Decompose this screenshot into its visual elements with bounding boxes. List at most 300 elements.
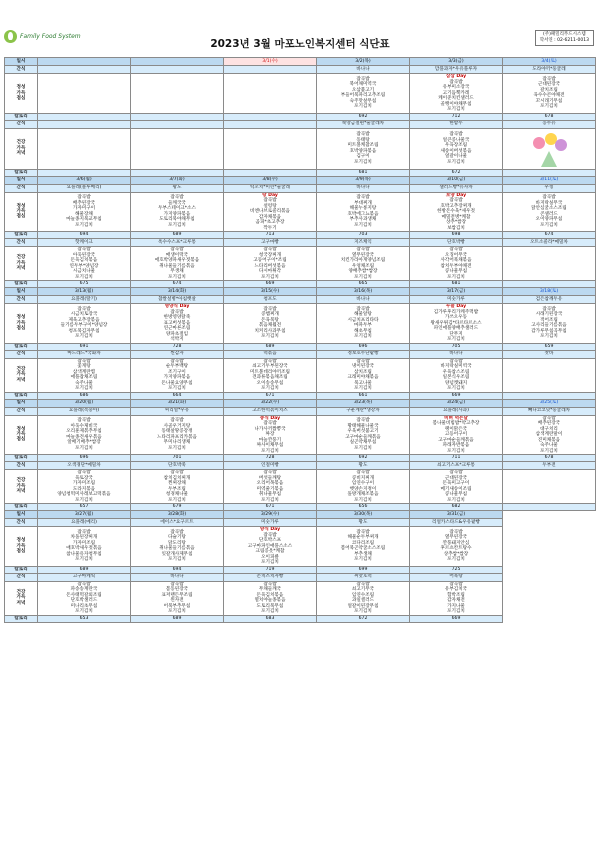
menu-item: 냉이된장국 — [351, 364, 375, 369]
menu-item: 포기김치 — [168, 609, 186, 614]
menu-item: 잡곡밥 — [449, 247, 463, 252]
date-cell: 3/31(금) — [410, 511, 503, 519]
snack-cell: 에이스*요구르트 — [131, 519, 224, 527]
menu-item: 차돌된장찌개 — [70, 535, 98, 541]
menu-item: 상추쌈*쌈장 — [443, 551, 469, 557]
kcal-cell: 669 — [224, 281, 317, 288]
kcal-label: 칼로리 — [5, 113, 38, 120]
menu-item: 사골우거지탕 — [163, 423, 191, 429]
snack-label: 간식 — [5, 296, 38, 304]
kcal-cell: 689 — [131, 232, 224, 239]
lunch-cell — [38, 527, 131, 567]
snack-label: 간식 — [5, 120, 38, 128]
menu-item: 숙주맛살무침 — [349, 98, 377, 104]
menu-item: 잡곡밥 — [170, 358, 184, 364]
snack-cell: 요플레(딸기) — [38, 296, 131, 304]
snack-cell: 요플레(사과) — [410, 407, 503, 415]
lunch-cell — [503, 74, 596, 114]
menu-item: 치킨가라아게양념조림 — [340, 258, 386, 263]
menu-item: 팽이맑은국 — [444, 426, 468, 432]
snack-label: 간식 — [5, 573, 38, 581]
menu-item: 아욱수제비국 — [70, 423, 98, 429]
kcal-cell: 692 — [317, 113, 410, 120]
menu-item: 해물알탕 — [354, 312, 372, 318]
menu-item: 포기김치 — [354, 159, 372, 165]
menu-item: 부들어묵파리고추조림 — [340, 93, 386, 99]
kcal-cell — [503, 504, 596, 511]
snack-row — [5, 462, 596, 470]
menu-item: 왕새우튀김*타르타르소스 — [430, 320, 482, 326]
menu-item: 포기김치 — [354, 497, 372, 503]
menu-item: 파인애플양배추샐러드 — [433, 326, 479, 331]
kcal-label: 칼로리 — [5, 615, 38, 622]
kcal-row — [5, 232, 596, 239]
date-cell: 3/24(금) — [410, 399, 503, 407]
menu-item: 호박양파볶음 — [349, 148, 377, 154]
menu-item: 도라지볶음 — [72, 486, 96, 492]
snack-cell: 검은참깨두유 — [503, 296, 596, 304]
dinner-cell — [38, 128, 131, 169]
date-row — [5, 288, 596, 296]
lunch-label-line: 점심 — [16, 437, 26, 443]
menu-item: 포기김치 — [75, 497, 93, 503]
menu-item: 시금치나물 — [72, 269, 96, 274]
menu-item: 얼갈이된장무침 — [347, 603, 379, 609]
menu-item: 잡곡밥 — [356, 132, 370, 137]
dinner-label — [5, 128, 38, 169]
menu-item: 케이준치킨샐러드 — [438, 96, 474, 101]
dinner-cell — [317, 128, 410, 169]
dinner-row — [5, 247, 596, 281]
special-day-label: 삼삼 Day — [445, 74, 467, 79]
menu-item: 배추된장국 — [537, 421, 561, 426]
dinner-cell — [503, 470, 596, 504]
kcal-cell: 694 — [131, 566, 224, 573]
kcal-cell: 713 — [224, 232, 317, 239]
lunch-row — [5, 415, 596, 455]
company-name: (주)패밀리푸드시스템 — [543, 32, 586, 37]
menu-item: 참치김치찌개 — [163, 475, 191, 481]
snack-cell: 핫케이크 — [38, 239, 131, 247]
menu-item: 잡곡밥 — [170, 581, 184, 587]
menu-item: 임연수구이 — [351, 481, 375, 486]
dinner-label-line: 저녁 — [16, 600, 26, 606]
menu-item: 청국장찌개 — [258, 252, 282, 258]
lunch-label-line: 정성 — [16, 85, 26, 91]
lunch-cell — [224, 192, 317, 232]
menu-item: 열무된장국 — [351, 252, 375, 258]
lunch-cell — [131, 192, 224, 232]
menu-item: 잡곡밥 — [263, 306, 277, 312]
menu-item: 매생이떡국 — [165, 252, 189, 258]
kcal-row — [5, 504, 596, 511]
menu-item: 잡곡밥 — [449, 132, 463, 137]
date-label: 일시 — [5, 288, 38, 296]
dinner-label-line: 가득 — [16, 483, 26, 489]
dinner-cell — [317, 247, 410, 281]
menu-item: 표고버섯볶음 — [163, 320, 191, 326]
image-cell — [38, 74, 131, 114]
menu-item: 시금치토장국 — [70, 312, 98, 318]
menu-item: 잡곡밥 — [356, 358, 370, 364]
menu-item: 청경채나물 — [165, 492, 189, 497]
menu-item: 사각어묵채볶음 — [440, 258, 472, 263]
lunch-cell — [317, 192, 410, 232]
menu-item: 잡곡밥 — [356, 418, 370, 424]
lunch-label-line: 정성 — [16, 538, 26, 544]
kcal-cell: 694 — [38, 232, 131, 239]
menu-item: 잡곡밥 — [542, 76, 556, 82]
menu-item: 깍두기 — [263, 225, 277, 231]
kcal-cell: 725 — [410, 566, 503, 573]
dinner-label-line: 저녁 — [16, 489, 26, 495]
menu-item: 포기김치 — [540, 222, 558, 228]
menu-item: 잡곡밥 — [542, 195, 556, 201]
kcal-cell — [38, 113, 131, 120]
menu-item: 잡곡밥 — [356, 195, 370, 201]
snack-cell: 떡볶음 — [224, 350, 317, 358]
snack-cell: 찻바 — [503, 350, 596, 358]
lunch-label-line: 가득 — [16, 209, 26, 215]
menu-item: 포기김치 — [540, 104, 558, 110]
menu-item: 두부조림 — [168, 486, 186, 492]
dinner-cell — [131, 128, 224, 169]
dinner-cell — [317, 470, 410, 504]
snack-cell — [224, 66, 317, 74]
menu-item: 해물누룽지탕 — [349, 206, 377, 212]
menu-item: 잡곡밥 — [449, 358, 463, 364]
menu-item: 잡곡밥 — [356, 581, 370, 587]
lunch-cell — [131, 527, 224, 567]
dinner-label — [5, 470, 38, 504]
menu-item: 잡곡밥 — [77, 418, 91, 424]
date-cell: 3/7(화) — [131, 176, 224, 184]
kcal-cell — [503, 281, 596, 288]
snack-label: 간식 — [5, 407, 38, 415]
menu-item: 포기김치 — [261, 497, 279, 503]
special-day-label: 탕 Day — [262, 192, 278, 198]
dinner-cell — [410, 358, 503, 392]
menu-item: 제육고추장볶음 — [68, 317, 100, 323]
menu-item: 육수수콘야채전 — [533, 93, 565, 99]
menu-item: 호박고추장찌개 — [440, 203, 472, 209]
dinner-label-line: 건강 — [16, 140, 26, 146]
menu-item: 잡곡밥 — [356, 247, 370, 252]
dinner-label-line: 저녁 — [16, 266, 26, 272]
date-row — [5, 399, 596, 407]
menu-item: 어묵부추무침 — [163, 603, 191, 609]
lunch-label-line: 정성 — [16, 426, 26, 432]
menu-item: 갈치조림 — [540, 87, 558, 93]
menu-item: 후르츠칸트탕수 — [440, 546, 472, 552]
menu-item: 대구치리 — [540, 426, 558, 432]
snack-cell: 요플레(복숭아) — [38, 407, 131, 415]
menu-item: 고등어구이 — [444, 432, 468, 437]
lunch-cell — [503, 415, 596, 455]
date-cell — [38, 58, 131, 66]
snack-cell — [38, 120, 131, 128]
dinner-row — [5, 581, 596, 615]
date-cell: 3/10(금) — [410, 176, 503, 184]
kcal-cell: 659 — [503, 343, 596, 350]
kcal-cell: 657 — [38, 504, 131, 511]
kcal-cell: 691 — [38, 343, 131, 350]
menu-item: 부대찌개 — [354, 200, 372, 206]
kcal-cell: 664 — [131, 392, 224, 399]
kcal-label: 칼로리 — [5, 566, 38, 573]
dinner-cell — [410, 247, 503, 281]
lunch-row — [5, 304, 596, 344]
date-cell: 3/25(토) — [503, 399, 596, 407]
menu-item: 봄나물비빔밥*약고추장 — [432, 421, 480, 426]
kcal-cell: 653 — [38, 615, 131, 622]
menu-item: 포기김치 — [168, 445, 186, 451]
menu-item: 포기김치 — [354, 104, 372, 110]
header — [0, 0, 600, 56]
menu-item: 오리훈제볶추무침 — [66, 429, 102, 435]
lunch-label-line: 가득 — [16, 320, 26, 326]
menu-item: 잡곡밥 — [263, 198, 277, 203]
menu-item: 잡곡밥 — [77, 529, 91, 535]
menu-item: 포기김치 — [261, 274, 279, 280]
menu-item: 포기김치 — [168, 497, 186, 503]
lunch-label-line: 점심 — [16, 548, 26, 554]
kcal-cell: 671 — [224, 504, 317, 511]
kcal-cell: 672 — [410, 169, 503, 176]
kcal-cell: 728 — [224, 455, 317, 462]
snack-cell — [224, 120, 317, 128]
kcal-cell: 683 — [224, 615, 317, 622]
dinner-cell — [224, 470, 317, 504]
menu-item: 포기김치 — [168, 274, 186, 280]
menu-item: 근대된장국 — [444, 475, 468, 481]
menu-item: 잡곡밥 — [170, 470, 184, 475]
menu-item: 견과류볶음채조림 — [252, 375, 288, 380]
snack-row — [5, 296, 596, 304]
kcal-cell — [503, 392, 596, 399]
snack-cell: 바나나 — [131, 573, 224, 581]
lunch-cell — [38, 304, 131, 344]
snack-label: 간식 — [5, 184, 38, 192]
menu-item: 감자채전 — [447, 598, 465, 603]
snack-row — [5, 120, 596, 128]
menu-item: 김가루후리가케주먹밥 — [433, 309, 479, 315]
menu-item: 단무지 — [449, 331, 463, 337]
kcal-cell: 669 — [410, 392, 503, 399]
menu-item: 고구마파인애플스소스 — [247, 543, 293, 549]
menu-item: 한방돈수육*새우젓 — [437, 209, 475, 214]
menu-item: 포기김치 — [540, 448, 558, 454]
kcal-row — [5, 343, 596, 350]
snack-cell: 요플레(블루베리) — [38, 184, 131, 192]
menu-item: 감가루무침곡무침 — [531, 328, 567, 334]
menu-item: 포기김치 — [447, 337, 465, 342]
dinner-label-line: 건강 — [16, 366, 26, 372]
kcal-cell: 696 — [317, 343, 410, 350]
menu-item: 임연수조림 — [351, 592, 375, 598]
snack-row — [5, 407, 596, 415]
menu-item: 묵고나물 — [354, 380, 372, 386]
dinner-cell — [410, 470, 503, 504]
date-cell: 3/2(목) — [317, 58, 410, 66]
menu-item: 미트볼데리야끼조림 — [250, 369, 290, 375]
special-day-label: 보양 Day — [445, 192, 467, 198]
menu-item: 꼬시래기무침 — [535, 98, 563, 104]
menu-item: 비엔나브로콜리볶음 — [250, 209, 290, 214]
image-cell — [224, 74, 317, 114]
menu-item: 애호박양파새우젓볶음 — [154, 258, 200, 263]
date-row — [5, 176, 596, 184]
lunch-cell — [410, 304, 503, 344]
lunch-cell — [503, 304, 596, 344]
date-cell: 3/28(화) — [131, 511, 224, 519]
dinner-cell — [317, 358, 410, 392]
lunch-row — [5, 527, 596, 567]
menu-item: 김구이 — [356, 154, 370, 159]
menu-item: 들기름두부구이*양념장 — [60, 323, 108, 329]
lunch-cell — [317, 527, 410, 567]
snack-cell: 바나나 — [317, 66, 410, 74]
menu-item: 유부김치국 — [444, 587, 468, 592]
menu-item: 바지락실무국 — [535, 200, 563, 206]
date-cell: 3/9(목) — [317, 176, 410, 184]
menu-item: 과일셀러드 — [351, 598, 375, 603]
menu-item: 잡곡밥 — [263, 581, 277, 587]
menu-item: 가쓰오우동 — [444, 315, 468, 320]
snack-cell: 어묵탕 — [410, 573, 503, 581]
kcal-cell: 678 — [503, 113, 596, 120]
menu-item: 봄동된장국 — [165, 587, 189, 592]
kcal-label: 칼로리 — [5, 343, 38, 350]
lunch-cell — [410, 527, 503, 567]
lunch-label-line: 가득 — [16, 543, 26, 549]
menu-item: 고등어구이*조림 — [253, 258, 287, 263]
menu-item: 포기김치 — [168, 557, 186, 563]
lunch-label-line: 가득 — [16, 432, 26, 438]
menu-item: 북어채미역국 — [349, 82, 377, 88]
menu-item: 잡곡밥 — [263, 358, 277, 364]
menu-item: 돌방개채조볶음 — [347, 492, 379, 497]
kcal-cell: 701 — [131, 455, 224, 462]
menu-item: 마늘깐풍기 — [258, 437, 282, 443]
date-label: 일시 — [5, 399, 38, 407]
menu-item: 함박조림 — [447, 592, 465, 598]
menu-item: 메밀전병*케찹 — [441, 214, 471, 220]
snack-cell: 콩두유 — [503, 120, 596, 128]
menu-item: 파래자반볶음 — [442, 443, 470, 448]
menu-item: 시래기된장국 — [535, 312, 563, 318]
menu-item: 오이피클 — [261, 554, 279, 560]
kcal-cell: 678 — [503, 455, 596, 462]
menu-item: 해물순두부찌개 — [347, 535, 379, 541]
snack-label: 간식 — [5, 66, 38, 74]
menu-item: 삼치조림 — [354, 369, 372, 375]
menu-item: 돈나물요양무침 — [161, 380, 193, 386]
kcal-label: 칼로리 — [5, 392, 38, 399]
menu-item: 적어조림 — [540, 317, 558, 323]
dinner-label-line: 건강 — [16, 589, 26, 595]
menu-item: 부추사과생채 — [349, 217, 377, 223]
menu-item: 잡곡밥 — [170, 418, 184, 424]
kcal-cell: 674 — [503, 232, 596, 239]
snack-cell: 고구마빵 — [224, 239, 317, 247]
menu-item: 부추생채 — [354, 551, 372, 557]
date-label: 일시 — [5, 176, 38, 184]
dinner-cell — [410, 581, 503, 615]
menu-item: 오이송송무침 — [256, 380, 284, 386]
menu-item: 양념캣돼지 — [444, 380, 468, 386]
menu-item: 가지나물 — [447, 603, 465, 609]
menu-item: 우육장조림 — [444, 143, 468, 148]
date-cell: 3/23(목) — [317, 399, 410, 407]
menu-item: 잡곡밥 — [356, 306, 370, 312]
menu-item: 찐찌장채 — [168, 481, 186, 486]
company-phone: 학서연 : 02-6211-0013 — [539, 38, 589, 43]
lunch-label-line: 정성 — [16, 203, 26, 209]
snack-cell: 청포도 — [224, 296, 317, 304]
kcal-cell: 699 — [317, 566, 410, 573]
menu-item: 볶음채월전 — [258, 323, 282, 329]
menu-item: 감자채볶음 — [258, 214, 282, 220]
dinner-row — [5, 128, 596, 169]
menu-item: 짜사이채무침 — [256, 443, 284, 448]
dinner-label — [5, 358, 38, 392]
menu-item: 가지양파볶음 — [163, 211, 191, 217]
menu-item: 해물장채 — [75, 211, 93, 217]
menu-item: 가자미조림 — [72, 540, 96, 546]
date-cell: 3/20(월) — [38, 399, 131, 407]
kcal-cell: 712 — [410, 113, 503, 120]
menu-item: 도토리묵야채무침 — [159, 217, 195, 223]
dinner-label-line: 저녁 — [16, 377, 26, 383]
kcal-cell: 675 — [38, 281, 131, 288]
date-cell: 3/29(수) — [224, 511, 317, 519]
date-cell: 3/15(수) — [224, 288, 317, 296]
menu-item: 양파초절임 — [165, 331, 189, 337]
menu-item: 잡곡밥 — [542, 306, 556, 312]
menu-item: 두부스테이크*소스 — [158, 206, 196, 212]
dinner-label-line: 건강 — [16, 255, 26, 261]
dinner-label-line: 가득 — [16, 260, 26, 266]
snack-cell: 황도 — [131, 184, 224, 192]
snack-cell: 황도 — [317, 519, 410, 527]
menu-item: 무미나리생채 — [163, 440, 191, 446]
snack-cell: 오트소콜라*메밀차 — [503, 239, 596, 247]
menu-item: 잡곡밥 — [449, 581, 463, 587]
menu-item: 포기김치 — [261, 448, 279, 454]
lunch-label-line: 점심 — [16, 214, 26, 220]
kcal-label: 칼로리 — [5, 455, 38, 462]
lunch-cell — [410, 415, 503, 455]
snack-cell: 미숫가루 — [410, 296, 503, 304]
menu-item: 포기김치 — [447, 448, 465, 454]
snack-cell: 오색경단*메밀차 — [38, 462, 131, 470]
special-day-label: 양식 Day — [259, 527, 281, 532]
lunch-cell — [224, 415, 317, 455]
menu-item: 콩비지찌개 — [351, 475, 375, 481]
date-cell: 3/21(화) — [131, 399, 224, 407]
menu-item: 우엉채조림 — [351, 263, 375, 269]
dinner-cell — [131, 581, 224, 615]
snack-cell: 고소한떡볶이치즈 — [224, 407, 317, 415]
date-cell: 3/16(목) — [317, 288, 410, 296]
menu-item: 짜장 — [265, 432, 275, 437]
kcal-cell: 682 — [410, 504, 503, 511]
menu-item: 애호박새우젓볶음 — [66, 546, 102, 552]
snack-cell: 단호박빵 — [410, 239, 503, 247]
lunch-label-line: 점심 — [16, 95, 26, 101]
menu-item: 잡곡밥 — [77, 195, 91, 201]
